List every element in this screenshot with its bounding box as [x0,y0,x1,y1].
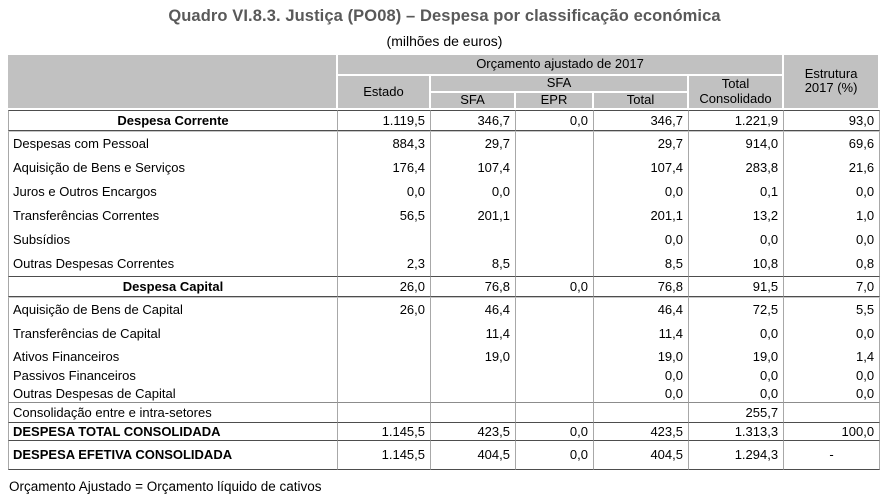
cell-estado: 2,3 [338,252,431,276]
cell-total: 19,0 [594,346,689,367]
row-label: Consolidação entre e intra-setores [8,402,338,422]
cell-estrutura: 0,8 [784,252,880,276]
cell-total-consolidado: 1.221,9 [689,110,784,131]
cell-estrutura: 0,0 [784,180,880,204]
cell-epr [516,156,594,180]
row-label: DESPESA TOTAL CONSOLIDADA [8,422,338,441]
table-row-despesa-capital [8,276,880,297]
cell-estado [338,322,431,346]
page-subtitle: (milhões de euros) [386,33,503,49]
table-header [8,55,880,110]
cell-estrutura: 93,0 [784,110,880,131]
cell-total: 0,0 [594,180,689,204]
cell-sfa: 11,4 [431,322,516,346]
cell-total-consolidado: 0,0 [689,367,784,385]
cell-estrutura: 1,0 [784,204,880,228]
cell-estrutura: 1,4 [784,346,880,367]
table-row-passivos-financeiros [8,367,880,385]
footnote: Orçamento Ajustado = Orçamento líquido de cativos [9,478,322,494]
cell-epr [516,204,594,228]
row-label: Despesa Capital [8,276,338,297]
table-row-consolidacao [8,402,880,422]
cell-epr: 0,0 [516,441,594,470]
cell-estado [338,402,431,422]
table-row-transferencias-capital [8,322,880,346]
table-row-despesas-pessoal [8,131,880,156]
cell-total: 76,8 [594,276,689,297]
table-row-despesa-efetiva-consolidada [8,441,880,470]
row-label: Transferências de Capital [8,322,338,346]
cell-estado: 56,5 [338,204,431,228]
row-label: Outras Despesas Correntes [8,252,338,276]
cell-epr: 0,0 [516,422,594,441]
cell-total-consolidado: 0,1 [689,180,784,204]
cell-sfa: 19,0 [431,346,516,367]
cell-total: 0,0 [594,228,689,252]
cell-sfa: 404,5 [431,441,516,470]
cell-epr [516,385,594,402]
row-label: Subsídios [8,228,338,252]
row-label: DESPESA EFETIVA CONSOLIDADA [8,441,338,470]
cell-sfa [431,367,516,385]
row-label: Ativos Financeiros [8,346,338,367]
header-estrutura: Estrutura 2017 (%) [784,55,880,110]
table-body [8,110,880,470]
cell-total-consolidado: 255,7 [689,402,784,422]
budget-table [8,55,880,470]
table-row-despesa-corrente [8,110,880,131]
header-sfa: SFA [431,93,516,110]
cell-total-consolidado: 1.313,3 [689,422,784,441]
cell-total-consolidado: 10,8 [689,252,784,276]
table-row-aquisicao-bens-servicos [8,156,880,180]
cell-sfa: 8,5 [431,252,516,276]
cell-sfa: 46,4 [431,297,516,322]
row-label: Transferências Correntes [8,204,338,228]
row-label: Passivos Financeiros [8,367,338,385]
cell-estrutura: 0,0 [784,385,880,402]
cell-estado [338,346,431,367]
cell-total: 201,1 [594,204,689,228]
cell-total-consolidado: 0,0 [689,228,784,252]
cell-total: 0,0 [594,367,689,385]
cell-epr [516,252,594,276]
cell-sfa [431,385,516,402]
cell-total-consolidado: 13,2 [689,204,784,228]
header-epr: EPR [516,93,594,110]
cell-total-consolidado: 91,5 [689,276,784,297]
header-row-group [8,55,880,76]
cell-epr [516,228,594,252]
cell-estrutura: - [784,441,880,470]
cell-total-consolidado: 0,0 [689,322,784,346]
table-row-outras-despesas-capital [8,385,880,402]
cell-epr [516,402,594,422]
cell-estrutura: 69,6 [784,131,880,156]
cell-total: 107,4 [594,156,689,180]
cell-estado: 884,3 [338,131,431,156]
table-row-outras-despesas-correntes [8,252,880,276]
cell-sfa: 0,0 [431,180,516,204]
table-row-ativos-financeiros [8,346,880,367]
cell-estado [338,367,431,385]
cell-sfa: 29,7 [431,131,516,156]
cell-epr [516,346,594,367]
cell-total-consolidado: 72,5 [689,297,784,322]
cell-epr [516,180,594,204]
cell-sfa: 76,8 [431,276,516,297]
cell-estrutura: 100,0 [784,422,880,441]
table-row-transferencias-correntes [8,204,880,228]
cell-estado: 0,0 [338,180,431,204]
cell-total: 404,5 [594,441,689,470]
row-label: Aquisição de Bens de Capital [8,297,338,322]
header-estado: Estado [338,76,431,110]
cell-sfa: 107,4 [431,156,516,180]
row-label: Despesas com Pessoal [8,131,338,156]
cell-sfa: 201,1 [431,204,516,228]
cell-epr: 0,0 [516,110,594,131]
cell-total: 346,7 [594,110,689,131]
cell-estrutura: 5,5 [784,297,880,322]
cell-epr [516,322,594,346]
header-sfa-group: SFA [431,76,689,93]
cell-total: 11,4 [594,322,689,346]
cell-estrutura: 0,0 [784,228,880,252]
cell-total: 29,7 [594,131,689,156]
cell-estado [338,385,431,402]
header-orcamento-2017: Orçamento ajustado de 2017 [338,55,784,76]
header-total-consolidado: Total Consolidado [689,76,784,110]
cell-total: 8,5 [594,252,689,276]
cell-estrutura: 0,0 [784,322,880,346]
cell-epr [516,297,594,322]
row-label: Aquisição de Bens e Serviços [8,156,338,180]
cell-epr [516,131,594,156]
cell-total-consolidado: 914,0 [689,131,784,156]
table-row-juros-encargos [8,180,880,204]
row-label: Despesa Corrente [8,110,338,131]
page-title: Quadro VI.8.3. Justiça (PO08) – Despesa por classificação económica [168,7,721,25]
row-label: Juros e Outros Encargos [8,180,338,204]
cell-estrutura: 7,0 [784,276,880,297]
cell-total: 0,0 [594,385,689,402]
cell-estado: 176,4 [338,156,431,180]
cell-estado: 1.119,5 [338,110,431,131]
row-label: Outras Despesas de Capital [8,385,338,402]
cell-estado: 1.145,5 [338,441,431,470]
cell-sfa [431,228,516,252]
table-row-aquisicao-bens-capital [8,297,880,322]
cell-sfa [431,402,516,422]
cell-estrutura: 0,0 [784,367,880,385]
header-total: Total [594,93,689,110]
cell-estrutura: 21,6 [784,156,880,180]
corner-blank-cell [8,55,338,110]
cell-estado: 26,0 [338,276,431,297]
cell-sfa: 423,5 [431,422,516,441]
cell-total-consolidado: 1.294,3 [689,441,784,470]
cell-estado [338,228,431,252]
cell-estado: 26,0 [338,297,431,322]
cell-total-consolidado: 0,0 [689,385,784,402]
cell-total [594,402,689,422]
cell-epr: 0,0 [516,276,594,297]
cell-total-consolidado: 283,8 [689,156,784,180]
cell-total-consolidado: 19,0 [689,346,784,367]
cell-total: 423,5 [594,422,689,441]
cell-epr [516,367,594,385]
cell-estrutura [784,402,880,422]
cell-estado: 1.145,5 [338,422,431,441]
table-row-subsidios [8,228,880,252]
cell-total: 46,4 [594,297,689,322]
table-row-despesa-total-consolidada [8,422,880,441]
cell-sfa: 346,7 [431,110,516,131]
